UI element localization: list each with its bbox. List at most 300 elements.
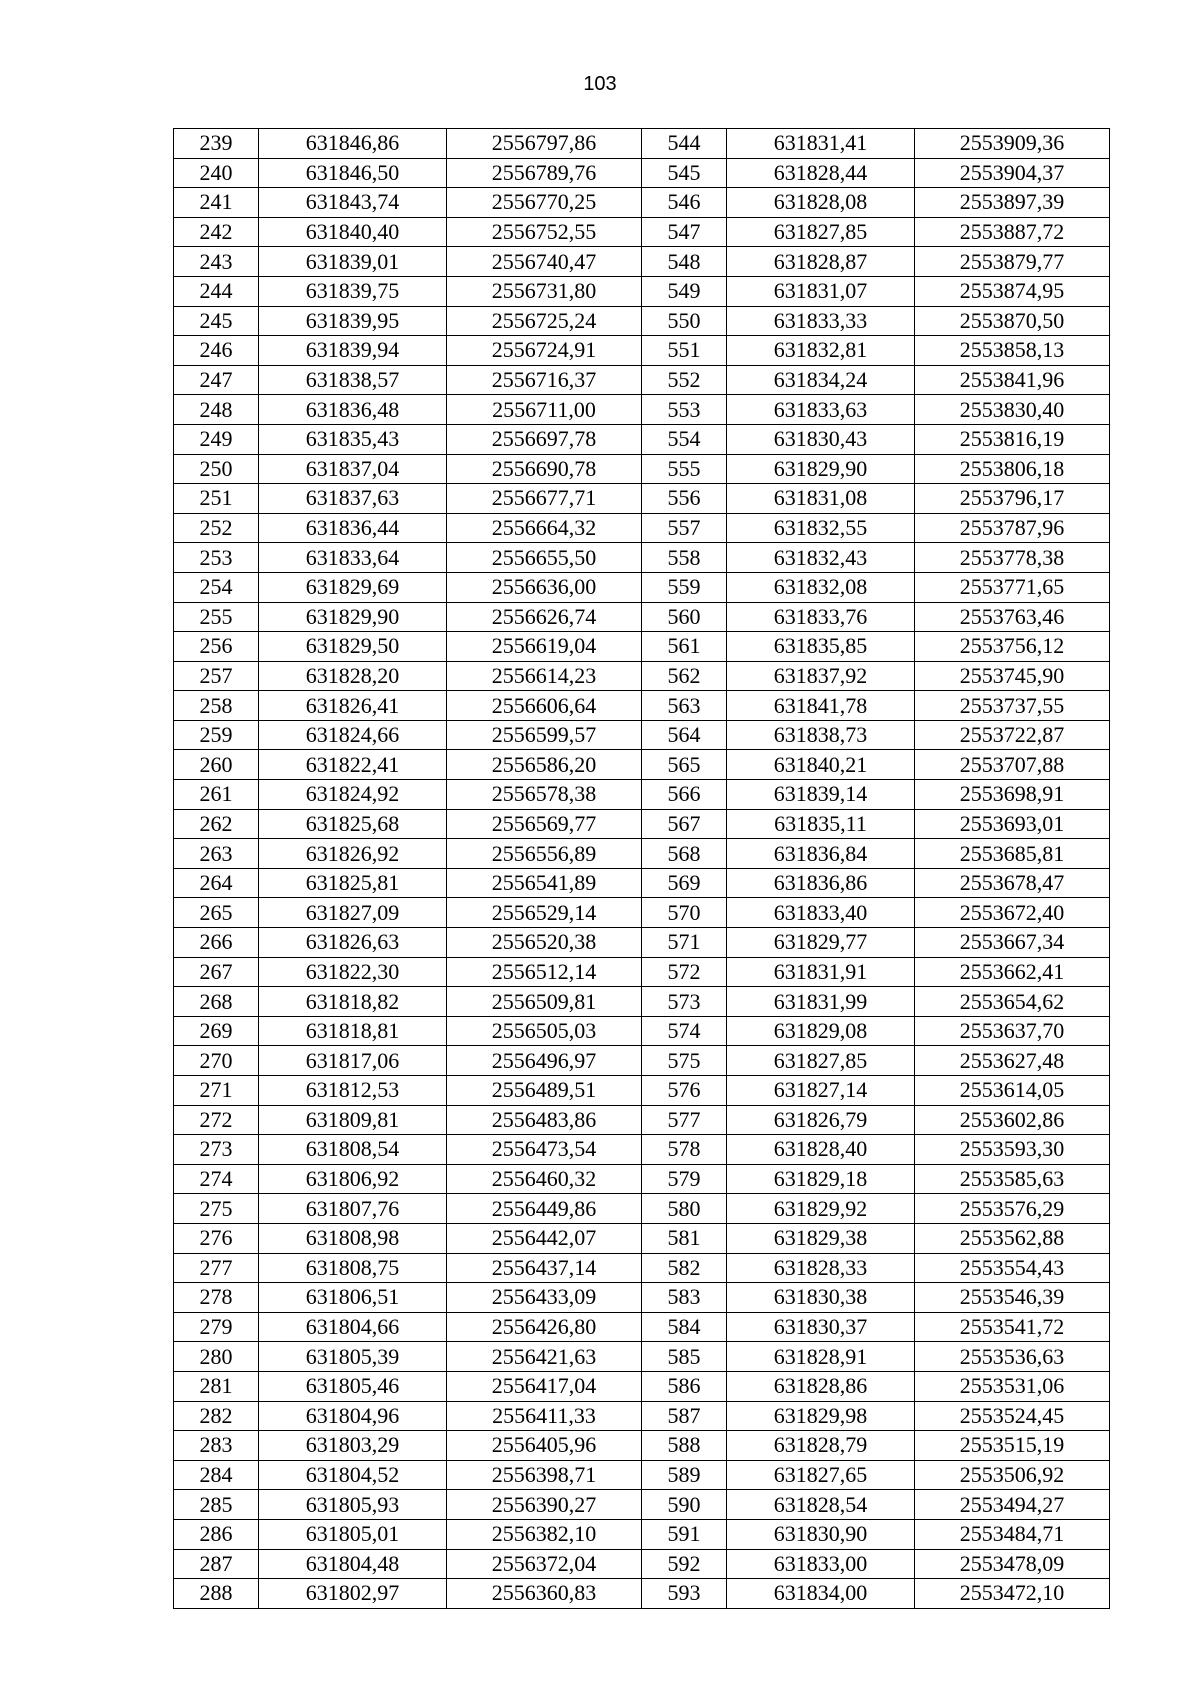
- x-coordinate-left: 631833,64: [259, 543, 447, 573]
- x-coordinate-left: 631822,30: [259, 957, 447, 987]
- x-coordinate-right: 631827,14: [727, 1076, 915, 1106]
- point-number-left: 281: [174, 1371, 259, 1401]
- x-coordinate-right: 631832,81: [727, 336, 915, 366]
- x-coordinate-right: 631828,79: [727, 1431, 915, 1461]
- point-number-right: 587: [642, 1401, 727, 1431]
- table-row: [174, 1371, 1110, 1401]
- y-coordinate-right: 2553602,86: [915, 1105, 1110, 1135]
- y-coordinate-right: 2553531,06: [915, 1371, 1110, 1401]
- x-coordinate-left: 631804,66: [259, 1312, 447, 1342]
- point-number-left: 270: [174, 1046, 259, 1076]
- y-coordinate-right: 2553763,46: [915, 602, 1110, 632]
- x-coordinate-right: 631833,33: [727, 306, 915, 336]
- y-coordinate-left: 2556569,77: [447, 809, 642, 839]
- point-number-left: 260: [174, 750, 259, 780]
- point-number-left: 259: [174, 720, 259, 750]
- y-coordinate-left: 2556711,00: [447, 395, 642, 425]
- point-number-left: 251: [174, 484, 259, 514]
- point-number-right: 554: [642, 424, 727, 454]
- x-coordinate-left: 631818,82: [259, 987, 447, 1017]
- x-coordinate-right: 631828,08: [727, 188, 915, 218]
- point-number-right: 585: [642, 1342, 727, 1372]
- x-coordinate-left: 631808,98: [259, 1223, 447, 1253]
- table-row: [174, 336, 1110, 366]
- point-number-left: 286: [174, 1519, 259, 1549]
- table-row: [174, 1016, 1110, 1046]
- x-coordinate-left: 631838,57: [259, 365, 447, 395]
- table-row: [174, 1579, 1110, 1609]
- x-coordinate-right: 631828,87: [727, 247, 915, 277]
- x-coordinate-right: 631829,18: [727, 1164, 915, 1194]
- y-coordinate-right: 2553904,37: [915, 158, 1110, 188]
- table-row: [174, 1431, 1110, 1461]
- y-coordinate-left: 2556731,80: [447, 276, 642, 306]
- x-coordinate-left: 631804,96: [259, 1401, 447, 1431]
- x-coordinate-right: 631828,33: [727, 1253, 915, 1283]
- point-number-right: 547: [642, 217, 727, 247]
- point-number-left: 266: [174, 928, 259, 958]
- point-number-right: 591: [642, 1519, 727, 1549]
- x-coordinate-right: 631833,00: [727, 1549, 915, 1579]
- table-row: [174, 602, 1110, 632]
- table-row: [174, 365, 1110, 395]
- point-number-right: 550: [642, 306, 727, 336]
- y-coordinate-left: 2556556,89: [447, 839, 642, 869]
- x-coordinate-left: 631825,68: [259, 809, 447, 839]
- x-coordinate-right: 631830,43: [727, 424, 915, 454]
- x-coordinate-left: 631824,66: [259, 720, 447, 750]
- y-coordinate-left: 2556505,03: [447, 1016, 642, 1046]
- x-coordinate-left: 631836,44: [259, 513, 447, 543]
- point-number-left: 273: [174, 1135, 259, 1165]
- point-number-left: 256: [174, 632, 259, 662]
- x-coordinate-right: 631833,40: [727, 898, 915, 928]
- point-number-right: 570: [642, 898, 727, 928]
- point-number-left: 258: [174, 691, 259, 721]
- table-row: [174, 395, 1110, 425]
- y-coordinate-left: 2556586,20: [447, 750, 642, 780]
- x-coordinate-right: 631829,90: [727, 454, 915, 484]
- x-coordinate-right: 631831,91: [727, 957, 915, 987]
- x-coordinate-left: 631829,69: [259, 572, 447, 602]
- point-number-right: 557: [642, 513, 727, 543]
- y-coordinate-left: 2556716,37: [447, 365, 642, 395]
- point-number-right: 562: [642, 661, 727, 691]
- x-coordinate-right: 631837,92: [727, 661, 915, 691]
- coordinates-table-body: [174, 129, 1110, 1609]
- table-row: [174, 572, 1110, 602]
- x-coordinate-right: 631829,77: [727, 928, 915, 958]
- x-coordinate-right: 631835,11: [727, 809, 915, 839]
- x-coordinate-left: 631846,86: [259, 129, 447, 159]
- y-coordinate-right: 2553524,45: [915, 1401, 1110, 1431]
- x-coordinate-right: 631831,08: [727, 484, 915, 514]
- x-coordinate-left: 631805,01: [259, 1519, 447, 1549]
- y-coordinate-left: 2556489,51: [447, 1076, 642, 1106]
- x-coordinate-left: 631802,97: [259, 1579, 447, 1609]
- x-coordinate-right: 631830,37: [727, 1312, 915, 1342]
- y-coordinate-right: 2553627,48: [915, 1046, 1110, 1076]
- y-coordinate-right: 2553887,72: [915, 217, 1110, 247]
- point-number-right: 592: [642, 1549, 727, 1579]
- x-coordinate-left: 631806,92: [259, 1164, 447, 1194]
- y-coordinate-right: 2553897,39: [915, 188, 1110, 218]
- point-number-right: 571: [642, 928, 727, 958]
- table-row: [174, 928, 1110, 958]
- y-coordinate-left: 2556509,81: [447, 987, 642, 1017]
- table-row: [174, 868, 1110, 898]
- x-coordinate-right: 631834,00: [727, 1579, 915, 1609]
- y-coordinate-left: 2556360,83: [447, 1579, 642, 1609]
- x-coordinate-left: 631805,93: [259, 1490, 447, 1520]
- y-coordinate-right: 2553830,40: [915, 395, 1110, 425]
- point-number-left: 282: [174, 1401, 259, 1431]
- point-number-right: 581: [642, 1223, 727, 1253]
- table-row: [174, 1312, 1110, 1342]
- x-coordinate-right: 631834,24: [727, 365, 915, 395]
- point-number-left: 249: [174, 424, 259, 454]
- point-number-right: 551: [642, 336, 727, 366]
- y-coordinate-left: 2556752,55: [447, 217, 642, 247]
- y-coordinate-right: 2553593,30: [915, 1135, 1110, 1165]
- point-number-right: 572: [642, 957, 727, 987]
- point-number-left: 272: [174, 1105, 259, 1135]
- x-coordinate-right: 631828,54: [727, 1490, 915, 1520]
- x-coordinate-right: 631841,78: [727, 691, 915, 721]
- table-row: [174, 1194, 1110, 1224]
- y-coordinate-left: 2556437,14: [447, 1253, 642, 1283]
- y-coordinate-left: 2556382,10: [447, 1519, 642, 1549]
- y-coordinate-right: 2553745,90: [915, 661, 1110, 691]
- x-coordinate-left: 631829,90: [259, 602, 447, 632]
- table-row: [174, 1549, 1110, 1579]
- point-number-right: 565: [642, 750, 727, 780]
- y-coordinate-left: 2556460,32: [447, 1164, 642, 1194]
- x-coordinate-left: 631808,54: [259, 1135, 447, 1165]
- y-coordinate-left: 2556606,64: [447, 691, 642, 721]
- x-coordinate-right: 631827,85: [727, 1046, 915, 1076]
- table-row: [174, 424, 1110, 454]
- y-coordinate-left: 2556417,04: [447, 1371, 642, 1401]
- x-coordinate-left: 631835,43: [259, 424, 447, 454]
- y-coordinate-left: 2556442,07: [447, 1223, 642, 1253]
- x-coordinate-left: 631805,46: [259, 1371, 447, 1401]
- x-coordinate-left: 631829,50: [259, 632, 447, 662]
- y-coordinate-right: 2553778,38: [915, 543, 1110, 573]
- x-coordinate-left: 631806,51: [259, 1283, 447, 1313]
- point-number-right: 558: [642, 543, 727, 573]
- table-row: [174, 1164, 1110, 1194]
- y-coordinate-right: 2553637,70: [915, 1016, 1110, 1046]
- point-number-left: 265: [174, 898, 259, 928]
- x-coordinate-right: 631830,90: [727, 1519, 915, 1549]
- x-coordinate-right: 631833,63: [727, 395, 915, 425]
- point-number-right: 568: [642, 839, 727, 869]
- table-row: [174, 750, 1110, 780]
- y-coordinate-right: 2553678,47: [915, 868, 1110, 898]
- y-coordinate-right: 2553585,63: [915, 1164, 1110, 1194]
- y-coordinate-left: 2556426,80: [447, 1312, 642, 1342]
- y-coordinate-right: 2553484,71: [915, 1519, 1110, 1549]
- point-number-left: 284: [174, 1460, 259, 1490]
- table-row: [174, 306, 1110, 336]
- x-coordinate-right: 631832,43: [727, 543, 915, 573]
- table-row: [174, 454, 1110, 484]
- table-row: [174, 809, 1110, 839]
- y-coordinate-left: 2556512,14: [447, 957, 642, 987]
- y-coordinate-right: 2553554,43: [915, 1253, 1110, 1283]
- y-coordinate-left: 2556529,14: [447, 898, 642, 928]
- table-row: [174, 1401, 1110, 1431]
- y-coordinate-right: 2553816,19: [915, 424, 1110, 454]
- y-coordinate-right: 2553541,72: [915, 1312, 1110, 1342]
- y-coordinate-right: 2553909,36: [915, 129, 1110, 159]
- x-coordinate-left: 631825,81: [259, 868, 447, 898]
- x-coordinate-right: 631828,40: [727, 1135, 915, 1165]
- x-coordinate-right: 631831,41: [727, 129, 915, 159]
- x-coordinate-left: 631839,01: [259, 247, 447, 277]
- point-number-left: 250: [174, 454, 259, 484]
- y-coordinate-right: 2553737,55: [915, 691, 1110, 721]
- point-number-right: 578: [642, 1135, 727, 1165]
- point-number-right: 580: [642, 1194, 727, 1224]
- point-number-left: 263: [174, 839, 259, 869]
- table-row: [174, 1223, 1110, 1253]
- point-number-left: 255: [174, 602, 259, 632]
- y-coordinate-right: 2553874,95: [915, 276, 1110, 306]
- table-row: [174, 780, 1110, 810]
- point-number-right: 583: [642, 1283, 727, 1313]
- y-coordinate-right: 2553667,34: [915, 928, 1110, 958]
- y-coordinate-left: 2556664,32: [447, 513, 642, 543]
- x-coordinate-left: 631826,92: [259, 839, 447, 869]
- table-row: [174, 1490, 1110, 1520]
- point-number-left: 243: [174, 247, 259, 277]
- x-coordinate-right: 631829,92: [727, 1194, 915, 1224]
- x-coordinate-left: 631818,81: [259, 1016, 447, 1046]
- point-number-left: 252: [174, 513, 259, 543]
- coordinates-table: [173, 128, 1110, 1609]
- table-row: [174, 217, 1110, 247]
- point-number-right: 586: [642, 1371, 727, 1401]
- x-coordinate-right: 631829,98: [727, 1401, 915, 1431]
- point-number-left: 257: [174, 661, 259, 691]
- x-coordinate-right: 631827,65: [727, 1460, 915, 1490]
- y-coordinate-left: 2556405,96: [447, 1431, 642, 1461]
- point-number-left: 262: [174, 809, 259, 839]
- x-coordinate-right: 631830,38: [727, 1283, 915, 1313]
- point-number-left: 287: [174, 1549, 259, 1579]
- y-coordinate-left: 2556619,04: [447, 632, 642, 662]
- y-coordinate-left: 2556636,00: [447, 572, 642, 602]
- y-coordinate-left: 2556483,86: [447, 1105, 642, 1135]
- y-coordinate-right: 2553693,01: [915, 809, 1110, 839]
- x-coordinate-left: 631807,76: [259, 1194, 447, 1224]
- x-coordinate-right: 631827,85: [727, 217, 915, 247]
- point-number-left: 283: [174, 1431, 259, 1461]
- point-number-right: 573: [642, 987, 727, 1017]
- table-row: [174, 158, 1110, 188]
- y-coordinate-right: 2553858,13: [915, 336, 1110, 366]
- point-number-left: 277: [174, 1253, 259, 1283]
- point-number-right: 552: [642, 365, 727, 395]
- point-number-left: 246: [174, 336, 259, 366]
- point-number-right: 544: [642, 129, 727, 159]
- point-number-right: 555: [642, 454, 727, 484]
- point-number-right: 576: [642, 1076, 727, 1106]
- point-number-right: 588: [642, 1431, 727, 1461]
- point-number-left: 268: [174, 987, 259, 1017]
- point-number-left: 276: [174, 1223, 259, 1253]
- table-row: [174, 898, 1110, 928]
- y-coordinate-left: 2556697,78: [447, 424, 642, 454]
- table-row: [174, 839, 1110, 869]
- point-number-left: 240: [174, 158, 259, 188]
- x-coordinate-right: 631833,76: [727, 602, 915, 632]
- y-coordinate-left: 2556655,50: [447, 543, 642, 573]
- y-coordinate-left: 2556390,27: [447, 1490, 642, 1520]
- table-row: [174, 513, 1110, 543]
- y-coordinate-right: 2553614,05: [915, 1076, 1110, 1106]
- y-coordinate-right: 2553515,19: [915, 1431, 1110, 1461]
- x-coordinate-left: 631839,95: [259, 306, 447, 336]
- point-number-left: 254: [174, 572, 259, 602]
- table-row: [174, 987, 1110, 1017]
- x-coordinate-left: 631827,09: [259, 898, 447, 928]
- point-number-right: 569: [642, 868, 727, 898]
- table-row: [174, 484, 1110, 514]
- x-coordinate-left: 631826,63: [259, 928, 447, 958]
- y-coordinate-left: 2556626,74: [447, 602, 642, 632]
- point-number-right: 548: [642, 247, 727, 277]
- point-number-left: 242: [174, 217, 259, 247]
- table-row: [174, 1135, 1110, 1165]
- y-coordinate-left: 2556473,54: [447, 1135, 642, 1165]
- x-coordinate-right: 631832,55: [727, 513, 915, 543]
- y-coordinate-right: 2553870,50: [915, 306, 1110, 336]
- point-number-right: 545: [642, 158, 727, 188]
- point-number-left: 288: [174, 1579, 259, 1609]
- table-row: [174, 720, 1110, 750]
- point-number-right: 567: [642, 809, 727, 839]
- point-number-right: 593: [642, 1579, 727, 1609]
- x-coordinate-left: 631804,48: [259, 1549, 447, 1579]
- table-row: [174, 1519, 1110, 1549]
- x-coordinate-right: 631826,79: [727, 1105, 915, 1135]
- y-coordinate-left: 2556411,33: [447, 1401, 642, 1431]
- x-coordinate-right: 631840,21: [727, 750, 915, 780]
- point-number-left: 271: [174, 1076, 259, 1106]
- y-coordinate-left: 2556690,78: [447, 454, 642, 484]
- y-coordinate-left: 2556740,47: [447, 247, 642, 277]
- y-coordinate-left: 2556797,86: [447, 129, 642, 159]
- point-number-right: 584: [642, 1312, 727, 1342]
- y-coordinate-right: 2553546,39: [915, 1283, 1110, 1313]
- y-coordinate-right: 2553536,63: [915, 1342, 1110, 1372]
- table-row: [174, 247, 1110, 277]
- point-number-left: 253: [174, 543, 259, 573]
- point-number-left: 280: [174, 1342, 259, 1372]
- point-number-left: 261: [174, 780, 259, 810]
- x-coordinate-left: 631837,04: [259, 454, 447, 484]
- point-number-right: 574: [642, 1016, 727, 1046]
- point-number-left: 241: [174, 188, 259, 218]
- x-coordinate-left: 631837,63: [259, 484, 447, 514]
- x-coordinate-left: 631840,40: [259, 217, 447, 247]
- x-coordinate-left: 631836,48: [259, 395, 447, 425]
- page-number: 103: [583, 73, 617, 95]
- x-coordinate-right: 631836,86: [727, 868, 915, 898]
- y-coordinate-right: 2553672,40: [915, 898, 1110, 928]
- x-coordinate-left: 631843,74: [259, 188, 447, 218]
- y-coordinate-left: 2556433,09: [447, 1283, 642, 1313]
- y-coordinate-right: 2553662,41: [915, 957, 1110, 987]
- y-coordinate-left: 2556725,24: [447, 306, 642, 336]
- point-number-right: 575: [642, 1046, 727, 1076]
- point-number-right: 549: [642, 276, 727, 306]
- y-coordinate-left: 2556541,89: [447, 868, 642, 898]
- x-coordinate-right: 631829,38: [727, 1223, 915, 1253]
- y-coordinate-left: 2556724,91: [447, 336, 642, 366]
- point-number-right: 556: [642, 484, 727, 514]
- table-row: [174, 1342, 1110, 1372]
- point-number-right: 579: [642, 1164, 727, 1194]
- y-coordinate-right: 2553806,18: [915, 454, 1110, 484]
- point-number-left: 239: [174, 129, 259, 159]
- point-number-left: 278: [174, 1283, 259, 1313]
- y-coordinate-right: 2553472,10: [915, 1579, 1110, 1609]
- point-number-left: 244: [174, 276, 259, 306]
- y-coordinate-right: 2553698,91: [915, 780, 1110, 810]
- table-row: [174, 1460, 1110, 1490]
- x-coordinate-left: 631824,92: [259, 780, 447, 810]
- point-number-left: 274: [174, 1164, 259, 1194]
- point-number-left: 264: [174, 868, 259, 898]
- table-row: [174, 661, 1110, 691]
- y-coordinate-right: 2553506,92: [915, 1460, 1110, 1490]
- table-row: [174, 1076, 1110, 1106]
- y-coordinate-left: 2556496,97: [447, 1046, 642, 1076]
- y-coordinate-right: 2553685,81: [915, 839, 1110, 869]
- y-coordinate-left: 2556578,38: [447, 780, 642, 810]
- point-number-right: 589: [642, 1460, 727, 1490]
- y-coordinate-right: 2553771,65: [915, 572, 1110, 602]
- x-coordinate-left: 631846,50: [259, 158, 447, 188]
- y-coordinate-left: 2556449,86: [447, 1194, 642, 1224]
- point-number-left: 279: [174, 1312, 259, 1342]
- point-number-right: 553: [642, 395, 727, 425]
- point-number-right: 577: [642, 1105, 727, 1135]
- table-row: [174, 957, 1110, 987]
- x-coordinate-left: 631817,06: [259, 1046, 447, 1076]
- x-coordinate-right: 631832,08: [727, 572, 915, 602]
- point-number-right: 566: [642, 780, 727, 810]
- y-coordinate-left: 2556398,71: [447, 1460, 642, 1490]
- table-row: [174, 129, 1110, 159]
- y-coordinate-right: 2553841,96: [915, 365, 1110, 395]
- y-coordinate-right: 2553478,09: [915, 1549, 1110, 1579]
- y-coordinate-left: 2556421,63: [447, 1342, 642, 1372]
- y-coordinate-right: 2553796,17: [915, 484, 1110, 514]
- table-row: [174, 1283, 1110, 1313]
- y-coordinate-left: 2556677,71: [447, 484, 642, 514]
- table-row: [174, 1046, 1110, 1076]
- point-number-left: 245: [174, 306, 259, 336]
- x-coordinate-left: 631839,94: [259, 336, 447, 366]
- x-coordinate-right: 631831,99: [727, 987, 915, 1017]
- x-coordinate-left: 631809,81: [259, 1105, 447, 1135]
- point-number-left: 275: [174, 1194, 259, 1224]
